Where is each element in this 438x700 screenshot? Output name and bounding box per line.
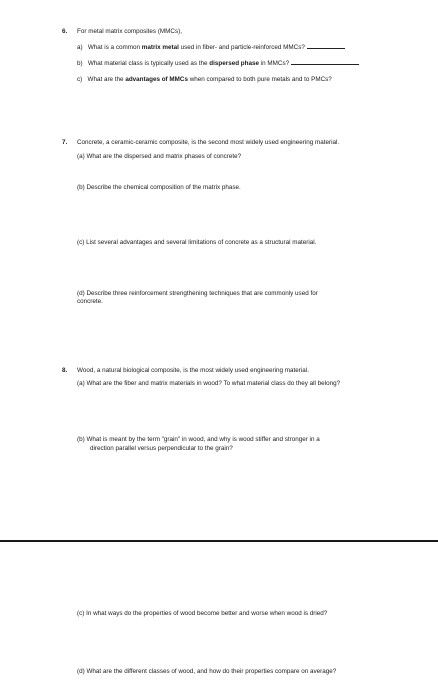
q6c-question	[77, 76, 332, 84]
q6-number: 6.	[62, 28, 68, 35]
q7b-question: (b) Describe the chemical composition of the matrix phase.	[77, 184, 241, 191]
page-break-divider	[0, 540, 438, 542]
q8b-question-line1: (b) What is meant by the term "grain" in wood, and why is wood stiffer and stronger in a	[77, 436, 320, 443]
q8-stem: Wood, a natural biological composite, is the most widely used engineering material.	[77, 367, 309, 374]
q6c-label: c)	[77, 76, 83, 83]
q6a-text-post: used in fiber- and particle-reinforced MMCs?	[178, 44, 305, 51]
q7d-question-line1: (d) Describe three reinforcement strengthening techniques that are commonly used for	[77, 290, 318, 297]
q6a-text-bold: matrix metal	[141, 44, 179, 51]
q7d-question-line2: concrete.	[77, 298, 103, 305]
q8a-question: (a) What are the fiber and matrix materials in wood? To what material class do they all belong?	[77, 380, 341, 387]
q6b-question	[77, 58, 359, 68]
q6b-text-pre: What material class is typically used as the	[87, 60, 210, 67]
q7-number: 7.	[62, 139, 68, 146]
q6b-label: b)	[77, 60, 83, 67]
q8-number: 8.	[62, 367, 68, 374]
q6b-text-post: in MMCs?	[259, 60, 290, 67]
q6-stem: For metal matrix composites (MMCs),	[77, 28, 182, 35]
q6a-answer-blank[interactable]	[307, 42, 345, 49]
q7-stem: Concrete, a ceramic-ceramic composite, is the second most widely used engineering material.	[77, 139, 340, 146]
q8d-question: (d) What are the different classes of wood, and how do their properties compare on average?	[77, 668, 337, 675]
q6c-text-post: when compared to both pure metals and to PMCs?	[187, 76, 332, 83]
q6b-answer-blank[interactable]	[291, 58, 359, 65]
q6b-text-bold: dispersed phase	[209, 60, 259, 67]
q6a-text-pre: What is a common	[87, 44, 142, 51]
q7c-question: (c) List several advantages and several limitations of concrete as a structural material.	[77, 239, 317, 246]
q6c-text-pre: What are the	[87, 76, 126, 83]
q6a-question	[77, 42, 345, 52]
q6a-label: a)	[77, 44, 83, 51]
q8b-question-line2: direction parallel versus perpendicular to the grain?	[90, 445, 233, 452]
q6c-text-bold: advantages of MMCs	[125, 76, 188, 83]
q7a-question: (a) What are the dispersed and matrix phases of concrete?	[77, 153, 242, 160]
q8c-question: (c) In what ways do the properties of wood become better and worse when wood is dried?	[77, 610, 328, 617]
